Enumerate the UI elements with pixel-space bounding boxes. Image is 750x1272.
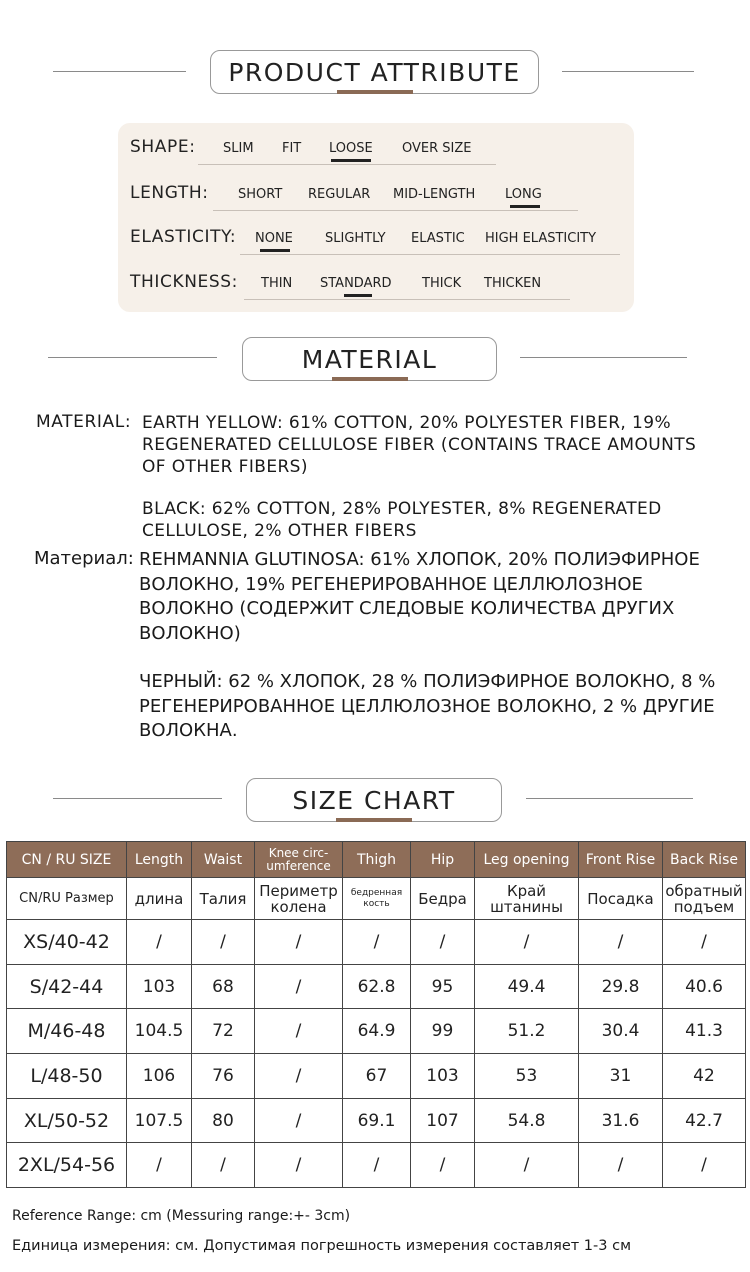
measurement-cell: 64.9 — [343, 1009, 411, 1054]
measurement-cell: / — [663, 920, 746, 965]
measurement-cell: 99 — [411, 1009, 475, 1054]
measurement-cell: 80 — [192, 1098, 255, 1143]
attribute-row-length — [118, 181, 634, 211]
header-cell-ru: обратный подъем — [663, 878, 746, 920]
measurement-cell: 68 — [192, 964, 255, 1009]
option-elastic: ELASTIC — [411, 231, 465, 246]
attribute-row-thickness — [118, 270, 634, 300]
measurement-cell: 67 — [343, 1054, 411, 1099]
header-cell-ru: CN/RU Размер — [7, 878, 127, 920]
selected-indicator — [344, 294, 372, 297]
table-row — [7, 964, 746, 1009]
option-none: NONE — [255, 231, 293, 246]
header-cell: Back Rise — [663, 842, 746, 878]
header-cell-ru: длина — [127, 878, 192, 920]
measurement-cell: 40.6 — [663, 964, 746, 1009]
attribute-label: SHAPE: — [130, 137, 196, 157]
measurement-cell: 42 — [663, 1054, 746, 1099]
table-header-row — [7, 842, 746, 878]
row-underline — [244, 299, 570, 300]
header-cell-ru: Периметр колена — [255, 878, 343, 920]
divider-left — [53, 71, 186, 72]
title-accent-bar — [337, 90, 413, 94]
header-cell: Waist — [192, 842, 255, 878]
size-cell: 2XL/54-56 — [7, 1143, 127, 1188]
measurement-cell: / — [192, 920, 255, 965]
attribute-label: LENGTH: — [130, 183, 209, 203]
material-composition-en — [142, 412, 717, 562]
measurement-cell: 29.8 — [579, 964, 663, 1009]
measurement-cell: 31 — [579, 1054, 663, 1099]
measurement-cell: / — [579, 1143, 663, 1188]
measurement-cell: 106 — [127, 1054, 192, 1099]
selected-indicator — [331, 159, 371, 162]
measurement-cell: / — [343, 1143, 411, 1188]
header-cell-ru: Край штанины — [475, 878, 579, 920]
divider-right — [526, 798, 693, 799]
size-chart-header — [0, 778, 750, 838]
size-cell: XL/50-52 — [7, 1098, 127, 1143]
header-cell: Thigh — [343, 842, 411, 878]
option-long: LONG — [505, 187, 542, 202]
measurement-cell: / — [579, 920, 663, 965]
table-row — [7, 1098, 746, 1143]
option-regular: REGULAR — [308, 187, 371, 202]
option-thick: THICK — [422, 276, 462, 291]
measurement-cell: 107 — [411, 1098, 475, 1143]
title-accent-bar — [336, 818, 412, 822]
measurement-cell: 76 — [192, 1054, 255, 1099]
header-cell-ru: Посадка — [579, 878, 663, 920]
header-cell-ru: бедренная кость — [343, 878, 411, 920]
measurement-cell: / — [255, 964, 343, 1009]
header-cell-ru: Талия — [192, 878, 255, 920]
size-cell: XS/40-42 — [7, 920, 127, 965]
divider-left — [53, 798, 222, 799]
reference-range-note-ru: Единица измерения: см. Допустимая погрешность измерения составляет 1-3 см — [12, 1238, 632, 1254]
material-paragraph: EARTH YELLOW: 61% COTTON, 20% POLYESTER FIBER, 19% REGENERATED CELLULOSE FIBER (CONTAINS TRACE AMOUNTS OF OTHER FIBERS) — [142, 413, 697, 477]
header-cell: Length — [127, 842, 192, 878]
header-cell-ru: Бедра — [411, 878, 475, 920]
product-attribute-header — [0, 50, 750, 110]
size-cell: M/46-48 — [7, 1009, 127, 1054]
measurement-cell: 72 — [192, 1009, 255, 1054]
attribute-row-shape — [118, 135, 634, 165]
row-underline — [198, 164, 496, 165]
header-cell: Knee circ-umference — [255, 842, 343, 878]
material-paragraph: BLACK: 62% COTTON, 28% POLYESTER, 8% REGENERATED CELLULOSE, 2% OTHER FIBERS — [142, 499, 662, 541]
measurement-cell: / — [127, 1143, 192, 1188]
row-underline — [240, 254, 620, 255]
measurement-cell: / — [255, 1143, 343, 1188]
size-cell: L/48-50 — [7, 1054, 127, 1099]
measurement-cell: / — [127, 920, 192, 965]
option-mid-length: MID-LENGTH — [393, 187, 476, 202]
material-paragraph: ЧЕРНЫЙ: 62 % ХЛОПОК, 28 % ПОЛИЭФИРНОЕ ВОЛОКНО, 8 % РЕГЕНЕРИРОВАННОЕ ЦЕЛЛЮЛОЗНОЕ ВОЛОКНО, 2 % ДРУГИЕ ВОЛОКНА. — [139, 671, 716, 741]
option-over-size: OVER SIZE — [402, 141, 472, 156]
table-row — [7, 1054, 746, 1099]
table-row — [7, 1143, 746, 1188]
measurement-cell: / — [255, 1098, 343, 1143]
material-header — [0, 337, 750, 397]
section-title: PRODUCT ATTRIBUTE — [210, 50, 539, 94]
measurement-cell: / — [411, 1143, 475, 1188]
measurement-cell: 30.4 — [579, 1009, 663, 1054]
measurement-cell: 62.8 — [343, 964, 411, 1009]
option-thin: THIN — [261, 276, 293, 291]
option-slim: SLIM — [223, 141, 254, 156]
attribute-label: THICKNESS: — [130, 272, 238, 292]
divider-right — [520, 357, 687, 358]
measurement-cell: / — [411, 920, 475, 965]
measurement-cell: / — [192, 1143, 255, 1188]
option-thicken: THICKEN — [484, 276, 542, 291]
measurement-cell: 69.1 — [343, 1098, 411, 1143]
measurement-cell: / — [663, 1143, 746, 1188]
measurement-cell: / — [255, 1009, 343, 1054]
measurement-cell: 104.5 — [127, 1009, 192, 1054]
header-cell: Front Rise — [579, 842, 663, 878]
header-cell: Hip — [411, 842, 475, 878]
size-chart-table — [6, 841, 746, 1188]
measurement-cell: 95 — [411, 964, 475, 1009]
header-cell: CN / RU SIZE — [7, 842, 127, 878]
measurement-cell: 103 — [411, 1054, 475, 1099]
title-accent-bar — [332, 377, 408, 381]
selected-indicator — [260, 249, 290, 252]
option-short: SHORT — [238, 187, 283, 202]
attribute-panel — [118, 123, 634, 312]
measurement-cell: 103 — [127, 964, 192, 1009]
section-title: SIZE CHART — [246, 778, 502, 822]
measurement-cell: / — [343, 920, 411, 965]
measurement-cell: 53 — [475, 1054, 579, 1099]
reference-range-note: Reference Range: cm (Messuring range:+- 3cm) — [12, 1208, 351, 1224]
measurement-cell: / — [255, 920, 343, 965]
table-header-row-ru — [7, 878, 746, 920]
measurement-cell: 51.2 — [475, 1009, 579, 1054]
option-standard: STANDARD — [320, 276, 392, 291]
option-loose: LOOSE — [329, 141, 373, 156]
option-high-elasticity: HIGH ELASTICITY — [485, 231, 597, 246]
option-slightly: SLIGHTLY — [325, 231, 386, 246]
measurement-cell: / — [255, 1054, 343, 1099]
table-row — [7, 920, 746, 965]
divider-left — [48, 357, 217, 358]
measurement-cell: 107.5 — [127, 1098, 192, 1143]
measurement-cell: 31.6 — [579, 1098, 663, 1143]
material-composition-ru — [139, 548, 729, 768]
row-underline — [213, 210, 578, 211]
section-title: MATERIAL — [242, 337, 497, 381]
measurement-cell: 41.3 — [663, 1009, 746, 1054]
material-paragraph: REHMANNIA GLUTINOSA: 61% ХЛОПОК, 20% ПОЛИЭФИРНОЕ ВОЛОКНО, 19% РЕГЕНЕРИРОВАННОЕ ЦЕЛЛЮЛОЗНОЕ ВОЛОКНО (СОДЕРЖИТ СЛЕДОВЫЕ КОЛИЧЕСТВА ДРУГИХ ВОЛОКНО) — [139, 549, 700, 644]
measurement-cell: 42.7 — [663, 1098, 746, 1143]
measurement-cell: 49.4 — [475, 964, 579, 1009]
measurement-cell: / — [475, 920, 579, 965]
selected-indicator — [510, 205, 540, 208]
size-cell: S/42-44 — [7, 964, 127, 1009]
header-cell: Leg opening — [475, 842, 579, 878]
attribute-row-elasticity — [118, 225, 634, 255]
option-fit: FIT — [282, 141, 302, 156]
size-rows — [7, 920, 746, 1188]
measurement-cell: 54.8 — [475, 1098, 579, 1143]
attribute-label: ELASTICITY: — [130, 227, 237, 247]
divider-right — [562, 71, 694, 72]
material-label-en: MATERIAL: — [36, 412, 132, 432]
table-row — [7, 1009, 746, 1054]
material-label-ru: Материал: — [34, 548, 134, 569]
measurement-cell: / — [475, 1143, 579, 1188]
